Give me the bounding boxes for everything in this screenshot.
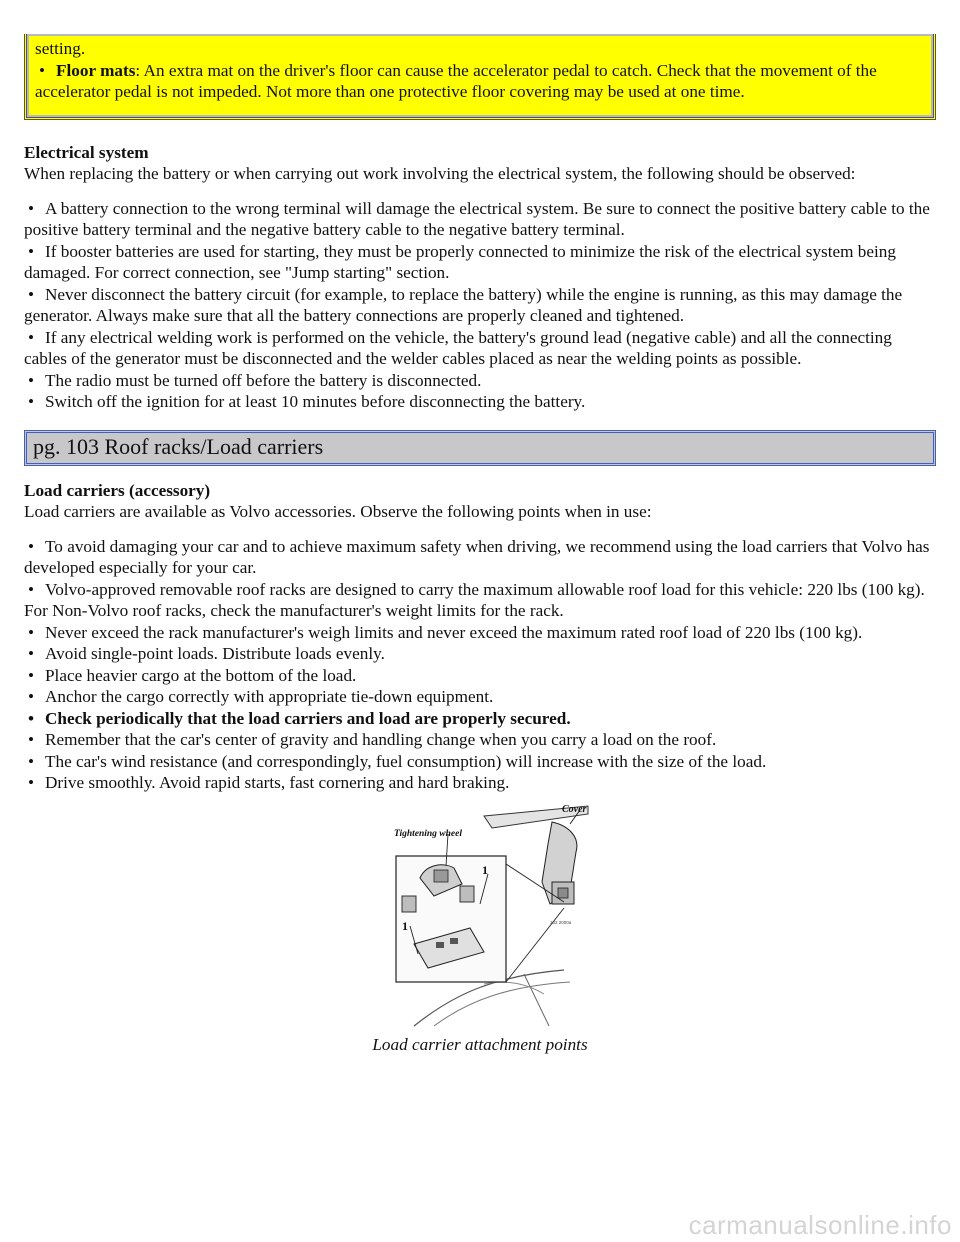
load-carrier-illustration: [374, 804, 594, 1030]
floor-mats-label: Floor mats: [56, 60, 136, 80]
electrical-system-title: Electrical system: [24, 142, 149, 162]
load-bullet-emphasis: • Check periodically that the load carriers and load are properly secured.: [24, 708, 936, 730]
load-bullet: • Never exceed the rack manufacturer's weigh limits and never exceed the maximum rated roof load of 220 lbs (100 kg).: [24, 622, 936, 644]
electrical-bullet: • If booster batteries are used for starting, they must be properly connected to minimize the risk of the electrical system being damaged. For correct connection, see "Jump starting" section.: [24, 241, 936, 284]
tightening-wheel-label: Tightening wheel: [394, 828, 463, 839]
load-carriers-title: Load carriers (accessory): [24, 480, 211, 500]
warning-bullet-floor-mats: [35, 60, 925, 103]
electrical-bullet: • The radio must be turned off before the battery is disconnected.: [24, 370, 936, 392]
footer-watermark: carmanualsonline.info: [688, 1209, 952, 1240]
page-heading-bar: pg. 103 Roof racks/Load carriers: [24, 430, 936, 466]
load-bullet: • Place heavier cargo at the bottom of the load.: [24, 665, 936, 687]
load-bullet: • Drive smoothly. Avoid rapid starts, fast cornering and hard braking.: [24, 772, 936, 794]
load-bullet: • The car's wind resistance (and correspondingly, fuel consumption) will increase with the size of the load.: [24, 751, 936, 773]
load-carrier-drawing: [374, 804, 594, 1030]
load-bullet: • Avoid single-point loads. Distribute loads evenly.: [24, 643, 936, 665]
load-bullet: • To avoid damaging your car and to achieve maximum safety when driving, we recommend using the load carriers that Volvo has developed especially for your car.: [24, 536, 936, 579]
electrical-bullet: • If any electrical welding work is performed on the vehicle, the battery's ground lead (negative cable) and all the connecting cables of the generator must be disconnected and the welder cables placed as near the welding points as possible.: [24, 327, 936, 370]
manual-page: [24, 34, 936, 1055]
electrical-bullet: • Switch off the ignition for at least 10 minutes before disconnecting the battery.: [24, 391, 936, 413]
warning-box: [24, 34, 936, 120]
figure-caption: Load carrier attachment points: [372, 1034, 588, 1054]
electrical-bullet: • A battery connection to the wrong terminal will damage the electrical system. Be sure to connect the positive battery cable to the positive battery terminal and the negative battery cable to the negative battery terminal.: [24, 198, 936, 241]
electrical-bullet: • Never disconnect the battery circuit (for example, to replace the battery) while the engine is running, as this may damage the generator. Always make sure that all the battery connections are properly cleaned and tightened.: [24, 284, 936, 327]
electrical-system-intro: When replacing the battery or when carrying out work involving the electrical system, the following should be observed:: [24, 164, 856, 183]
figure-code: 132 2000a: [550, 919, 572, 925]
load-bullet: • Anchor the cargo correctly with appropriate tie-down equipment.: [24, 686, 936, 708]
callout-1-right: 1: [482, 862, 488, 877]
load-carriers-intro: Load carriers are available as Volvo accessories. Observe the following points when in use:: [24, 502, 652, 521]
load-bullet: • Remember that the car's center of gravity and handling change when you carry a load on the roof.: [24, 729, 936, 751]
warning-continued-text: setting.: [35, 39, 86, 58]
load-bullet: • Volvo-approved removable roof racks are designed to carry the maximum allowable roof load for this vehicle: 220 lbs (100 kg). For Non-Volvo roof racks, check the manufacturer's weight limits for the rack.: [24, 579, 936, 622]
cover-label: Cover: [562, 803, 587, 815]
floor-mats-text: : An extra mat on the driver's floor can cause the accelerator pedal to catch. Check that the movement of the accelerator pedal is not impeded. Not more than one protective floor covering may be used at one time.: [35, 60, 877, 101]
callout-1-left: 1: [402, 918, 408, 933]
